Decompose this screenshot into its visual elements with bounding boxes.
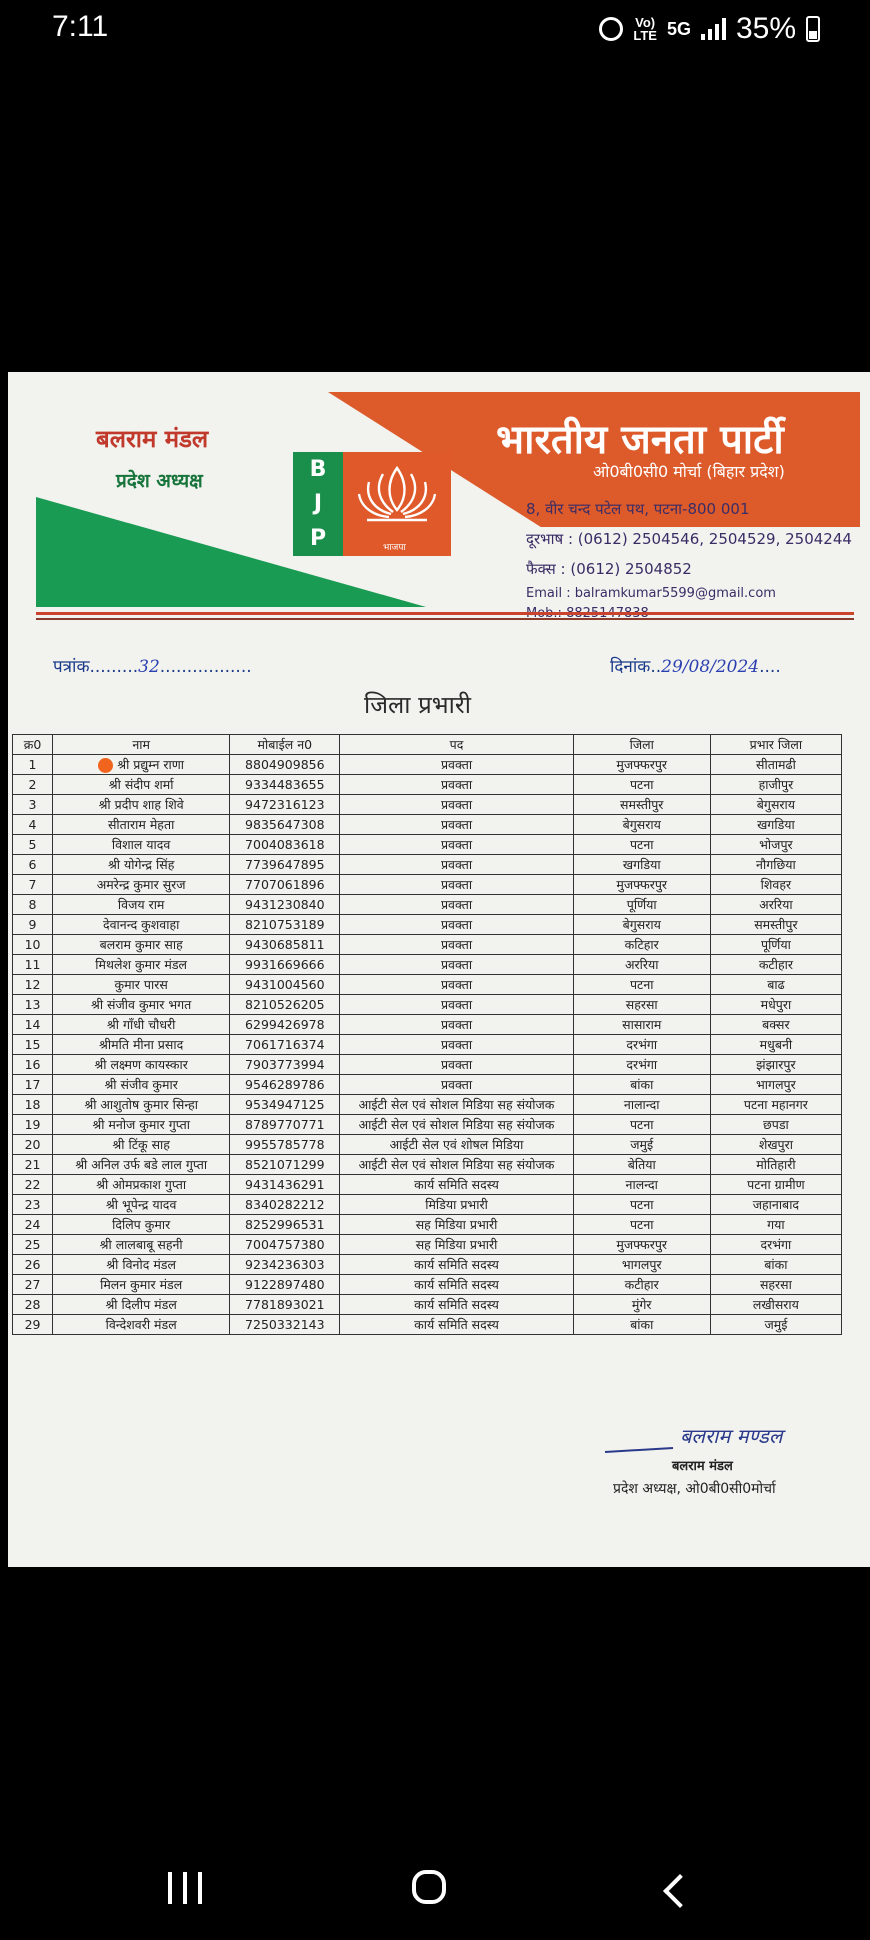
cell-post: प्रवक्ता bbox=[340, 775, 573, 795]
table-row bbox=[13, 975, 842, 995]
cell-serial: 21 bbox=[13, 1155, 53, 1175]
cell-mobile: 9955785778 bbox=[230, 1135, 340, 1155]
signatory-title: प्रदेश अध्यक्ष, ओ0बी0सी0मोर्चा bbox=[613, 1481, 776, 1497]
cell-name: श्री संजीव कुमार bbox=[53, 1075, 230, 1095]
cell-mobile: 9431436291 bbox=[230, 1175, 340, 1195]
cell-mobile: 9431230840 bbox=[230, 895, 340, 915]
cell-serial: 17 bbox=[13, 1075, 53, 1095]
cell-post: प्रवक्ता bbox=[340, 795, 573, 815]
cell-post: प्रवक्ता bbox=[340, 755, 573, 775]
date-label: दिनांक bbox=[610, 657, 651, 677]
cell-district: दरभंगा bbox=[573, 1055, 710, 1075]
cell-name: कुमार पारस bbox=[53, 975, 230, 995]
cell-district: मुंगेर bbox=[573, 1295, 710, 1315]
cell-district: मुजफ्फरपुर bbox=[573, 875, 710, 895]
cell-name: मिथलेश कुमार मंडल bbox=[53, 955, 230, 975]
cell-name: श्री अनिल उर्फ बडे लाल गुप्ता bbox=[53, 1155, 230, 1175]
recents-icon[interactable] bbox=[168, 1872, 202, 1904]
alarm-icon bbox=[599, 17, 623, 41]
header-mobile: मोबाईल न0 bbox=[230, 735, 340, 755]
letter-document bbox=[8, 372, 870, 1567]
cell-name: श्री प्रदीप शाह शिवे bbox=[53, 795, 230, 815]
cell-charge-district: पटना ग्रामीण bbox=[710, 1175, 841, 1195]
cell-district: मुजफ्फरपुर bbox=[573, 1235, 710, 1255]
cell-name: देवानन्द कुशवाहा bbox=[53, 915, 230, 935]
cell-name bbox=[53, 755, 230, 775]
header-rule bbox=[36, 612, 854, 615]
cell-post: प्रवक्ता bbox=[340, 995, 573, 1015]
cell-name: श्री मनोज कुमार गुप्ता bbox=[53, 1115, 230, 1135]
table-row bbox=[13, 1115, 842, 1135]
cell-name: विशाल यादव bbox=[53, 835, 230, 855]
cell-mobile: 8210526205 bbox=[230, 995, 340, 1015]
table-row bbox=[13, 1035, 842, 1055]
cell-charge-district: दरभंगा bbox=[710, 1235, 841, 1255]
table-body bbox=[13, 755, 842, 1335]
contact-block bbox=[526, 494, 852, 624]
battery-icon bbox=[806, 16, 820, 42]
cell-text: श्री प्रद्युम्न राणा bbox=[117, 757, 185, 772]
volte-indicator bbox=[633, 16, 657, 42]
cell-charge-district: बाढ bbox=[710, 975, 841, 995]
table-row bbox=[13, 915, 842, 935]
cell-charge-district: गया bbox=[710, 1215, 841, 1235]
email: Email : balramkumar5599@gmail.com bbox=[526, 586, 776, 601]
incharge-table bbox=[12, 734, 842, 1335]
cell-mobile: 8521071299 bbox=[230, 1155, 340, 1175]
cell-mobile: 9431004560 bbox=[230, 975, 340, 995]
table-row bbox=[13, 795, 842, 815]
cell-mobile: 6299426978 bbox=[230, 1015, 340, 1035]
cell-charge-district: नौगछिया bbox=[710, 855, 841, 875]
cell-name: श्रीमति मीना प्रसाद bbox=[53, 1035, 230, 1055]
cell-charge-district: सीतामढी bbox=[710, 755, 841, 775]
document-title: जिला प्रभारी bbox=[364, 691, 471, 719]
cell-name: दिलिप कुमार bbox=[53, 1215, 230, 1235]
cell-post: प्रवक्ता bbox=[340, 1055, 573, 1075]
cell-district: खगडिया bbox=[573, 855, 710, 875]
cell-serial: 15 bbox=[13, 1035, 53, 1055]
signal-icon bbox=[701, 18, 726, 40]
cell-serial: 27 bbox=[13, 1275, 53, 1295]
president-title: प्रदेश अध्यक्ष bbox=[116, 470, 203, 492]
cell-post: कार्य समिति सदस्य bbox=[340, 1255, 573, 1275]
cell-charge-district: पटना महानगर bbox=[710, 1095, 841, 1115]
cell-mobile: 9122897480 bbox=[230, 1275, 340, 1295]
highlight-dot-icon bbox=[98, 758, 113, 773]
table-row bbox=[13, 1215, 842, 1235]
cell-charge-district: शेखपुरा bbox=[710, 1135, 841, 1155]
address: 8, वीर चन्द पटेल पथ, पटना-800 001 bbox=[526, 500, 750, 518]
cell-serial: 9 bbox=[13, 915, 53, 935]
cell-district: बेतिया bbox=[573, 1155, 710, 1175]
cell-post: कार्य समिति सदस्य bbox=[340, 1315, 573, 1335]
cell-serial: 16 bbox=[13, 1055, 53, 1075]
status-icons bbox=[599, 12, 820, 46]
cell-mobile: 9234236303 bbox=[230, 1255, 340, 1275]
cell-charge-district: बेगुसराय bbox=[710, 795, 841, 815]
cell-name: सीताराम मेहता bbox=[53, 815, 230, 835]
cell-post: आईटी सेल एवं शोषल मिडिया bbox=[340, 1135, 573, 1155]
cell-name: श्री विनोद मंडल bbox=[53, 1255, 230, 1275]
table-header-row bbox=[13, 735, 842, 755]
cell-charge-district: भोजपुर bbox=[710, 835, 841, 855]
cell-post: प्रवक्ता bbox=[340, 895, 573, 915]
lotus-logo bbox=[343, 452, 451, 556]
table-row bbox=[13, 775, 842, 795]
table-row bbox=[13, 1075, 842, 1095]
cell-post: प्रवक्ता bbox=[340, 1015, 573, 1035]
ref-label: पत्रांक bbox=[53, 657, 90, 677]
cell-serial: 4 bbox=[13, 815, 53, 835]
cell-post: आईटी सेल एवं सोशल मिडिया सह संयोजक bbox=[340, 1155, 573, 1175]
cell-charge-district: लखीसराय bbox=[710, 1295, 841, 1315]
cell-post: प्रवक्ता bbox=[340, 855, 573, 875]
table-row bbox=[13, 1155, 842, 1175]
table-row bbox=[13, 1255, 842, 1275]
cell-district: बांका bbox=[573, 1075, 710, 1095]
cell-district: बेगुसराय bbox=[573, 815, 710, 835]
header-district: जिला bbox=[573, 735, 710, 755]
cell-name: श्री ओमप्रकाश गुप्ता bbox=[53, 1175, 230, 1195]
cell-post: कार्य समिति सदस्य bbox=[340, 1295, 573, 1315]
table-row bbox=[13, 1315, 842, 1335]
cell-name: विजय राम bbox=[53, 895, 230, 915]
cell-mobile: 8340282212 bbox=[230, 1195, 340, 1215]
date-value: 29/08/2024 bbox=[661, 657, 760, 677]
cell-district: सासाराम bbox=[573, 1015, 710, 1035]
cell-district: बांका bbox=[573, 1315, 710, 1335]
navigation-bar bbox=[0, 1850, 870, 1930]
cell-mobile: 7707061896 bbox=[230, 875, 340, 895]
cell-name: बलराम कुमार साह bbox=[53, 935, 230, 955]
lotus-icon bbox=[353, 460, 441, 540]
cell-name: श्री गाँधी चौधरी bbox=[53, 1015, 230, 1035]
cell-district: पटना bbox=[573, 1215, 710, 1235]
ref-value: 32 bbox=[138, 657, 160, 677]
president-name: बलराम मंडल bbox=[96, 425, 209, 453]
cell-charge-district: अररिया bbox=[710, 895, 841, 915]
logo-caption: भाजपा bbox=[383, 543, 406, 553]
cell-serial: 29 bbox=[13, 1315, 53, 1335]
party-name: भारतीय जनता पार्टी bbox=[496, 416, 784, 463]
cell-district: भागलपुर bbox=[573, 1255, 710, 1275]
cell-name: श्री संदीप शर्मा bbox=[53, 775, 230, 795]
table-row bbox=[13, 1135, 842, 1155]
cell-district: कटीहार bbox=[573, 1275, 710, 1295]
cell-serial: 24 bbox=[13, 1215, 53, 1235]
cell-mobile: 7903773994 bbox=[230, 1055, 340, 1075]
table-row bbox=[13, 1275, 842, 1295]
cell-mobile: 9334483655 bbox=[230, 775, 340, 795]
cell-post: कार्य समिति सदस्य bbox=[340, 1275, 573, 1295]
bjp-letter-p: P bbox=[309, 526, 327, 552]
cell-district: दरभंगा bbox=[573, 1035, 710, 1055]
cell-post: प्रवक्ता bbox=[340, 915, 573, 935]
cell-charge-district: बक्सर bbox=[710, 1015, 841, 1035]
cell-name: विन्देशवरी मंडल bbox=[53, 1315, 230, 1335]
cell-mobile: 9546289786 bbox=[230, 1075, 340, 1095]
cell-mobile: 8252996531 bbox=[230, 1215, 340, 1235]
table-row bbox=[13, 835, 842, 855]
cell-charge-district: पूर्णिया bbox=[710, 935, 841, 955]
battery-percent: 35% bbox=[735, 12, 796, 45]
cell-charge-district: खगडिया bbox=[710, 815, 841, 835]
cell-serial: 19 bbox=[13, 1115, 53, 1135]
cell-mobile: 8210753189 bbox=[230, 915, 340, 935]
cell-district: पूर्णिया bbox=[573, 895, 710, 915]
cell-name: अमरेन्द्र कुमार सुरज bbox=[53, 875, 230, 895]
table-row bbox=[13, 935, 842, 955]
cell-district: पटना bbox=[573, 1195, 710, 1215]
cell-name: श्री संजीव कुमार भगत bbox=[53, 995, 230, 1015]
cell-district: पटना bbox=[573, 775, 710, 795]
cell-mobile: 9835647308 bbox=[230, 815, 340, 835]
cell-charge-district: मोतिहारी bbox=[710, 1155, 841, 1175]
cell-name: श्री योगेन्द्र सिंह bbox=[53, 855, 230, 875]
cell-mobile: 9931669666 bbox=[230, 955, 340, 975]
cell-serial: 6 bbox=[13, 855, 53, 875]
cell-district: नालन्दा bbox=[573, 1175, 710, 1195]
cell-district: अररिया bbox=[573, 955, 710, 975]
cell-post: प्रवक्ता bbox=[340, 835, 573, 855]
cell-charge-district: सहरसा bbox=[710, 1275, 841, 1295]
cell-serial: 28 bbox=[13, 1295, 53, 1315]
morcha-name: ओ0बी0सी0 मोर्चा (बिहार प्रदेश) bbox=[593, 462, 785, 481]
cell-post: सह मिडिया प्रभारी bbox=[340, 1215, 573, 1235]
cell-serial: 10 bbox=[13, 935, 53, 955]
network-type: 5G bbox=[666, 18, 691, 39]
cell-post: मिडिया प्रभारी bbox=[340, 1195, 573, 1215]
cell-charge-district: जहानाबाद bbox=[710, 1195, 841, 1215]
cell-name: श्री भूपेन्द्र यादव bbox=[53, 1195, 230, 1215]
cell-name: श्री लालबाबू सहनी bbox=[53, 1235, 230, 1255]
cell-post: प्रवक्ता bbox=[340, 815, 573, 835]
table-row bbox=[13, 875, 842, 895]
table-row bbox=[13, 995, 842, 1015]
cell-charge-district: झंझारपुर bbox=[710, 1055, 841, 1075]
volte-bottom: LTE bbox=[633, 28, 657, 43]
cell-mobile: 7250332143 bbox=[230, 1315, 340, 1335]
bjp-letter-b: B bbox=[309, 456, 327, 482]
bjp-letter-j: J bbox=[313, 491, 323, 517]
cell-post: प्रवक्ता bbox=[340, 1075, 573, 1095]
cell-serial: 1 bbox=[13, 755, 53, 775]
fax: फैक्स : (0612) 2504852 bbox=[526, 560, 692, 578]
cell-charge-district: कटीहार bbox=[710, 955, 841, 975]
cell-name: श्री आशुतोष कुमार सिन्हा bbox=[53, 1095, 230, 1115]
cell-serial: 11 bbox=[13, 955, 53, 975]
cell-name: मिलन कुमार मंडल bbox=[53, 1275, 230, 1295]
cell-post: आईटी सेल एवं सोशल मिडिया सह संयोजक bbox=[340, 1095, 573, 1115]
table-row bbox=[13, 1295, 842, 1315]
cell-post: प्रवक्ता bbox=[340, 1035, 573, 1055]
table-row bbox=[13, 1015, 842, 1035]
cell-post: कार्य समिति सदस्य bbox=[340, 1175, 573, 1195]
table-row bbox=[13, 815, 842, 835]
cell-post: प्रवक्ता bbox=[340, 935, 573, 955]
cell-name: श्री लक्ष्मण कायस्कार bbox=[53, 1055, 230, 1075]
cell-post: प्रवक्ता bbox=[340, 875, 573, 895]
cell-district: मुजफ्फरपुर bbox=[573, 755, 710, 775]
signature-text: बलराम मण्डल bbox=[680, 1424, 783, 1448]
cell-serial: 7 bbox=[13, 875, 53, 895]
cell-post: आईटी सेल एवं सोशल मिडिया सह संयोजक bbox=[340, 1115, 573, 1135]
home-icon[interactable] bbox=[412, 1870, 446, 1904]
cell-charge-district: मधुबनी bbox=[710, 1035, 841, 1055]
cell-charge-district: शिवहर bbox=[710, 875, 841, 895]
status-time: 7:11 bbox=[52, 10, 109, 43]
cell-district: समस्तीपुर bbox=[573, 795, 710, 815]
header-rule-thin bbox=[36, 618, 854, 620]
letter-date: दिनांक..29/08/2024.... bbox=[610, 657, 781, 677]
back-icon[interactable] bbox=[663, 1874, 697, 1908]
cell-district: पटना bbox=[573, 975, 710, 995]
bjp-letter-block bbox=[293, 452, 343, 556]
volte-top: Vo) bbox=[635, 15, 656, 30]
cell-district: कटिहार bbox=[573, 935, 710, 955]
table-row bbox=[13, 855, 842, 875]
cell-serial: 2 bbox=[13, 775, 53, 795]
cell-name: श्री दिलीप मंडल bbox=[53, 1295, 230, 1315]
cell-mobile: 7004757380 bbox=[230, 1235, 340, 1255]
cell-serial: 12 bbox=[13, 975, 53, 995]
cell-serial: 22 bbox=[13, 1175, 53, 1195]
reference-number: पत्रांक.........32................. bbox=[53, 657, 252, 677]
header-serial: क्र0 bbox=[13, 735, 53, 755]
cell-serial: 23 bbox=[13, 1195, 53, 1215]
cell-mobile: 7061716374 bbox=[230, 1035, 340, 1055]
cell-serial: 14 bbox=[13, 1015, 53, 1035]
cell-serial: 18 bbox=[13, 1095, 53, 1115]
cell-post: सह मिडिया प्रभारी bbox=[340, 1235, 573, 1255]
cell-charge-district: जमुई bbox=[710, 1315, 841, 1335]
table-row bbox=[13, 1195, 842, 1215]
cell-district: बेगुसराय bbox=[573, 915, 710, 935]
cell-charge-district: समस्तीपुर bbox=[710, 915, 841, 935]
cell-district: पटना bbox=[573, 1115, 710, 1135]
cell-district: सहरसा bbox=[573, 995, 710, 1015]
cell-mobile: 7004083618 bbox=[230, 835, 340, 855]
table-row bbox=[13, 895, 842, 915]
cell-serial: 8 bbox=[13, 895, 53, 915]
table-row bbox=[13, 1055, 842, 1075]
cell-mobile: 9430685811 bbox=[230, 935, 340, 955]
cell-name: श्री टिंकू साह bbox=[53, 1135, 230, 1155]
cell-charge-district: मधेपुरा bbox=[710, 995, 841, 1015]
cell-mobile: 9534947125 bbox=[230, 1095, 340, 1115]
header-charge-district: प्रभार जिला bbox=[710, 735, 841, 755]
cell-district: पटना bbox=[573, 835, 710, 855]
cell-post: प्रवक्ता bbox=[340, 955, 573, 975]
table-row bbox=[13, 1175, 842, 1195]
cell-serial: 26 bbox=[13, 1255, 53, 1275]
cell-charge-district: बांका bbox=[710, 1255, 841, 1275]
table-row bbox=[13, 1235, 842, 1255]
cell-charge-district: हाजीपुर bbox=[710, 775, 841, 795]
cell-serial: 13 bbox=[13, 995, 53, 1015]
header-post: पद bbox=[340, 735, 573, 755]
cell-serial: 20 bbox=[13, 1135, 53, 1155]
table-row bbox=[13, 1095, 842, 1115]
cell-serial: 5 bbox=[13, 835, 53, 855]
cell-mobile: 8789770771 bbox=[230, 1115, 340, 1135]
status-bar bbox=[0, 0, 870, 60]
cell-mobile: 9472316123 bbox=[230, 795, 340, 815]
cell-mobile: 8804909856 bbox=[230, 755, 340, 775]
cell-post: प्रवक्ता bbox=[340, 975, 573, 995]
phone: दूरभाष : (0612) 2504546, 2504529, 2504244 bbox=[526, 530, 852, 548]
table-row bbox=[13, 955, 842, 975]
cell-district: जमुई bbox=[573, 1135, 710, 1155]
cell-charge-district: छपडा bbox=[710, 1115, 841, 1135]
cell-mobile: 7781893021 bbox=[230, 1295, 340, 1315]
cell-mobile: 7739647895 bbox=[230, 855, 340, 875]
cell-serial: 25 bbox=[13, 1235, 53, 1255]
cell-charge-district: भागलपुर bbox=[710, 1075, 841, 1095]
signatory-name: बलराम मंडल bbox=[672, 1459, 733, 1474]
table-row bbox=[13, 755, 842, 775]
cell-district: नालान्दा bbox=[573, 1095, 710, 1115]
cell-serial: 3 bbox=[13, 795, 53, 815]
header-name: नाम bbox=[53, 735, 230, 755]
